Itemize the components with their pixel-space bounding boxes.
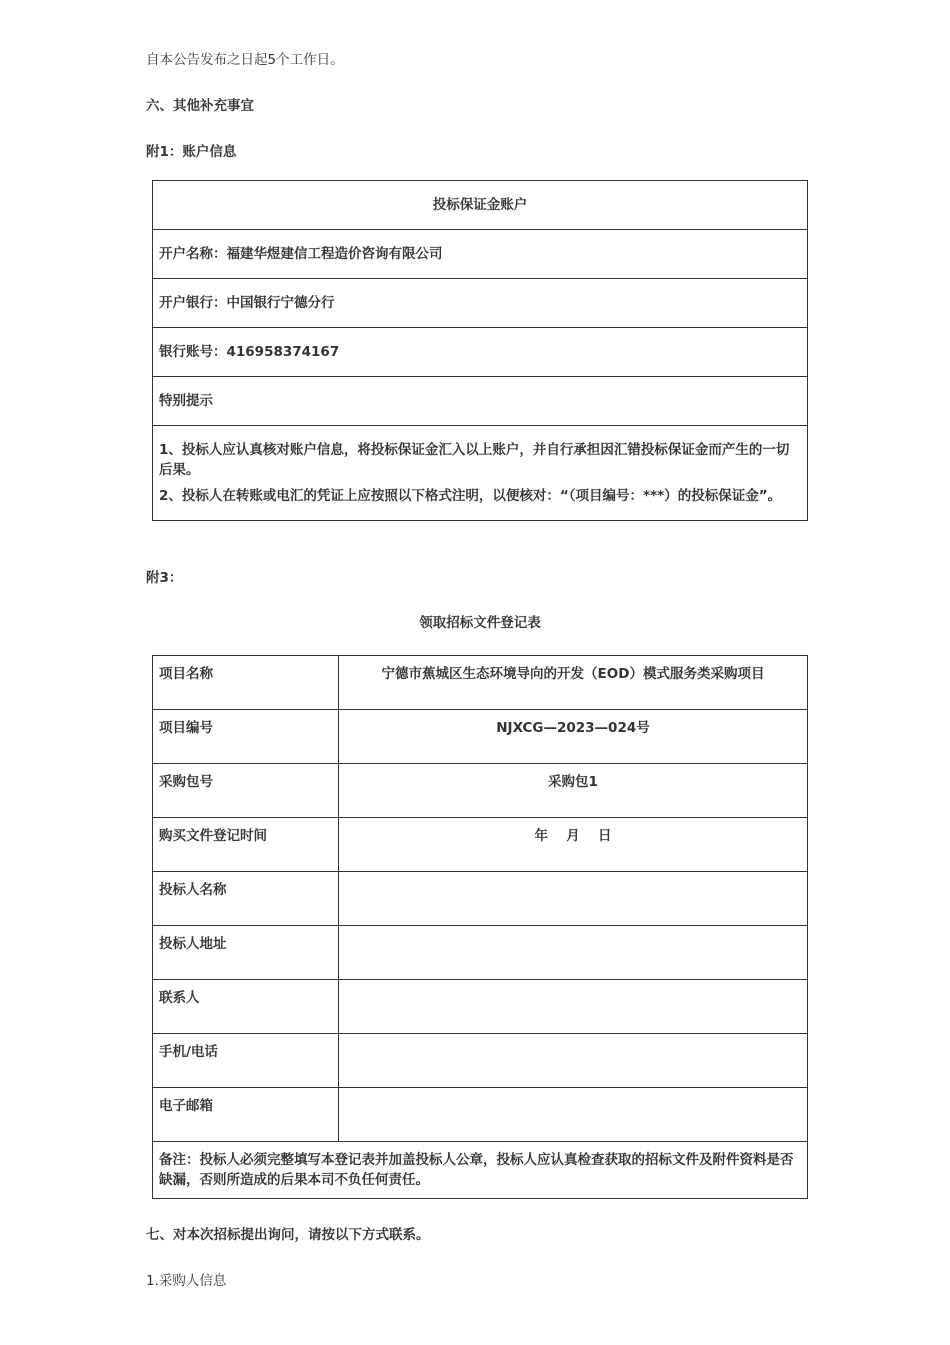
attach3-label: 附3： (146, 570, 183, 586)
registration-table (152, 655, 808, 1199)
row-value (339, 926, 808, 980)
row-value (339, 872, 808, 926)
account-number: 银行账号：416958374167 (153, 328, 808, 377)
row-value: NJXCG—2023—024号 (339, 710, 808, 764)
remark-text: 备注：投标人必须完整填写本登记表并加盖投标人公章，投标人应认真检查获取的招标文件及附件资料是否缺漏，否则所造成的后果本司不负任何责任。 (153, 1142, 808, 1199)
account-table-header: 投标保证金账户 (153, 181, 808, 230)
special-notice-body (153, 426, 808, 521)
section7-title: 七、对本次招标提出询问，请按以下方式联系。 (146, 1227, 430, 1243)
table-row (153, 1034, 808, 1088)
remark-row (153, 1142, 808, 1199)
row-value: 宁德市蕉城区生态环境导向的开发（EOD）模式服务类采购项目 (339, 656, 808, 710)
row-label: 联系人 (153, 980, 339, 1034)
row-value: 采购包1 (339, 764, 808, 818)
row-label: 投标人名称 (153, 872, 339, 926)
table-row (153, 818, 808, 872)
row-label: 电子邮箱 (153, 1088, 339, 1142)
purchaser-info-label: 1.采购人信息 (146, 1273, 227, 1289)
row-label: 采购包号 (153, 764, 339, 818)
table-row (153, 710, 808, 764)
notice-item-2: 2、投标人在转账或电汇的凭证上应按照以下格式注明，以便核对：“（项目编号：***）的投标保证金”。 (159, 488, 782, 504)
account-bank: 开户银行：中国银行宁德分行 (153, 279, 808, 328)
table-row (153, 656, 808, 710)
table-row (153, 926, 808, 980)
row-value (339, 980, 808, 1034)
notice-item-1: 1、投标人应认真核对账户信息，将投标保证金汇入以上账户，并自行承担因汇错投标保证金而产生的一切后果。 (159, 442, 790, 478)
special-notice-heading: 特别提示 (153, 377, 808, 426)
row-label: 投标人地址 (153, 926, 339, 980)
table-row (153, 764, 808, 818)
table-row (153, 872, 808, 926)
row-value: 年 月 日 (339, 818, 808, 872)
row-value (339, 1088, 808, 1142)
table-row (153, 1088, 808, 1142)
attach1-label: 附1：账户信息 (146, 144, 237, 160)
registration-form-title: 领取招标文件登记表 (419, 615, 541, 631)
row-label: 项目编号 (153, 710, 339, 764)
section6-title: 六、其他补充事宜 (146, 98, 254, 114)
account-info-table (152, 180, 808, 521)
intro-line: 自本公告发布之日起5个工作日。 (146, 52, 344, 68)
row-label: 购买文件登记时间 (153, 818, 339, 872)
table-row (153, 980, 808, 1034)
account-holder-name: 开户名称：福建华煜建信工程造价咨询有限公司 (153, 230, 808, 279)
row-label: 手机/电话 (153, 1034, 339, 1088)
row-value (339, 1034, 808, 1088)
row-label: 项目名称 (153, 656, 339, 710)
